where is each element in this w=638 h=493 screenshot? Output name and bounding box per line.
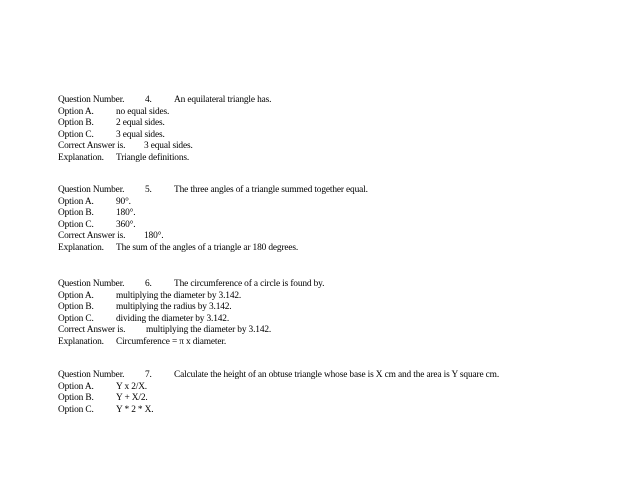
explanation-text: Circumference = π x diameter. (116, 336, 227, 347)
question-number: 6. (145, 279, 152, 289)
question-text: The three angles of a triangle summed together equal. (174, 185, 368, 195)
question-block (58, 95, 618, 164)
question-header (58, 185, 618, 197)
explanation-label: Explanation. (58, 152, 104, 163)
option-a-text: Y x 2/X. (116, 381, 148, 392)
correct-answer-label: Correct Answer is. (58, 231, 126, 241)
option-a-row (58, 197, 618, 209)
option-b-text: 180°. (116, 208, 136, 218)
correct-answer-row (58, 141, 618, 153)
option-b-row (58, 208, 618, 220)
question-number: 4. (145, 95, 152, 105)
explanation-row (58, 243, 618, 255)
option-c-label: Option C. (58, 313, 94, 324)
question-number-label: Question Number. (58, 370, 125, 380)
question-block (58, 279, 618, 348)
explanation-row (58, 153, 618, 165)
question-block (58, 370, 618, 416)
correct-answer-text: 3 equal sides. (144, 141, 193, 151)
question-number: 5. (145, 185, 152, 195)
option-a-label: Option A. (58, 106, 94, 117)
option-c-text: 3 equal sides. (116, 129, 165, 140)
question-header (58, 95, 618, 107)
correct-answer-label: Correct Answer is. (58, 325, 126, 335)
option-c-text: dividing the diameter by 3.142. (116, 313, 230, 324)
option-c-label: Option C. (58, 404, 94, 415)
option-b-label: Option B. (58, 208, 94, 218)
correct-answer-label: Correct Answer is. (58, 141, 126, 151)
option-b-text: multiplying the radius by 3.142. (116, 302, 232, 312)
option-c-row (58, 405, 618, 417)
question-text: The circumference of a circle is found by. (174, 279, 325, 289)
explanation-label: Explanation. (58, 336, 104, 347)
option-b-label: Option B. (58, 302, 94, 312)
question-number-label: Question Number. (58, 279, 125, 289)
option-a-label: Option A. (58, 196, 94, 207)
option-b-label: Option B. (58, 393, 94, 403)
correct-answer-text: multiplying the diameter by 3.142. (146, 325, 272, 335)
option-b-text: 2 equal sides. (116, 118, 165, 128)
option-a-row (58, 382, 618, 394)
question-text: An equilateral triangle has. (174, 95, 272, 105)
option-b-row (58, 393, 618, 405)
question-number-label: Question Number. (58, 95, 125, 105)
option-c-row (58, 314, 618, 326)
correct-answer-row (58, 325, 618, 337)
option-b-row (58, 302, 618, 314)
option-c-row (58, 220, 618, 232)
option-c-text: 360°. (116, 219, 136, 230)
option-a-text: no equal sides. (116, 106, 170, 117)
option-a-text: 90°. (116, 196, 131, 207)
explanation-text: The sum of the angles of a triangle ar 180 degrees. (116, 242, 299, 253)
correct-answer-row (58, 231, 618, 243)
explanation-label: Explanation. (58, 242, 104, 253)
option-c-row (58, 130, 618, 142)
option-a-label: Option A. (58, 381, 94, 392)
explanation-text: Triangle definitions. (116, 152, 190, 163)
explanation-row (58, 337, 618, 349)
option-c-text: Y * 2 * X. (116, 404, 154, 415)
option-c-label: Option C. (58, 219, 94, 230)
option-a-text: multiplying the diameter by 3.142. (116, 290, 242, 301)
option-c-label: Option C. (58, 129, 94, 140)
option-b-label: Option B. (58, 118, 94, 128)
option-a-row (58, 107, 618, 119)
question-number: 7. (145, 370, 152, 380)
correct-answer-text: 180°. (144, 231, 164, 241)
option-a-label: Option A. (58, 290, 94, 301)
question-number-label: Question Number. (58, 185, 125, 195)
option-b-row (58, 118, 618, 130)
question-header (58, 279, 618, 291)
question-header (58, 370, 618, 382)
question-block (58, 185, 618, 254)
question-text: Calculate the height of an obtuse triangle whose base is X cm and the area is Y square cm. (174, 370, 500, 380)
option-b-text: Y + X/2. (116, 393, 148, 403)
option-a-row (58, 291, 618, 303)
